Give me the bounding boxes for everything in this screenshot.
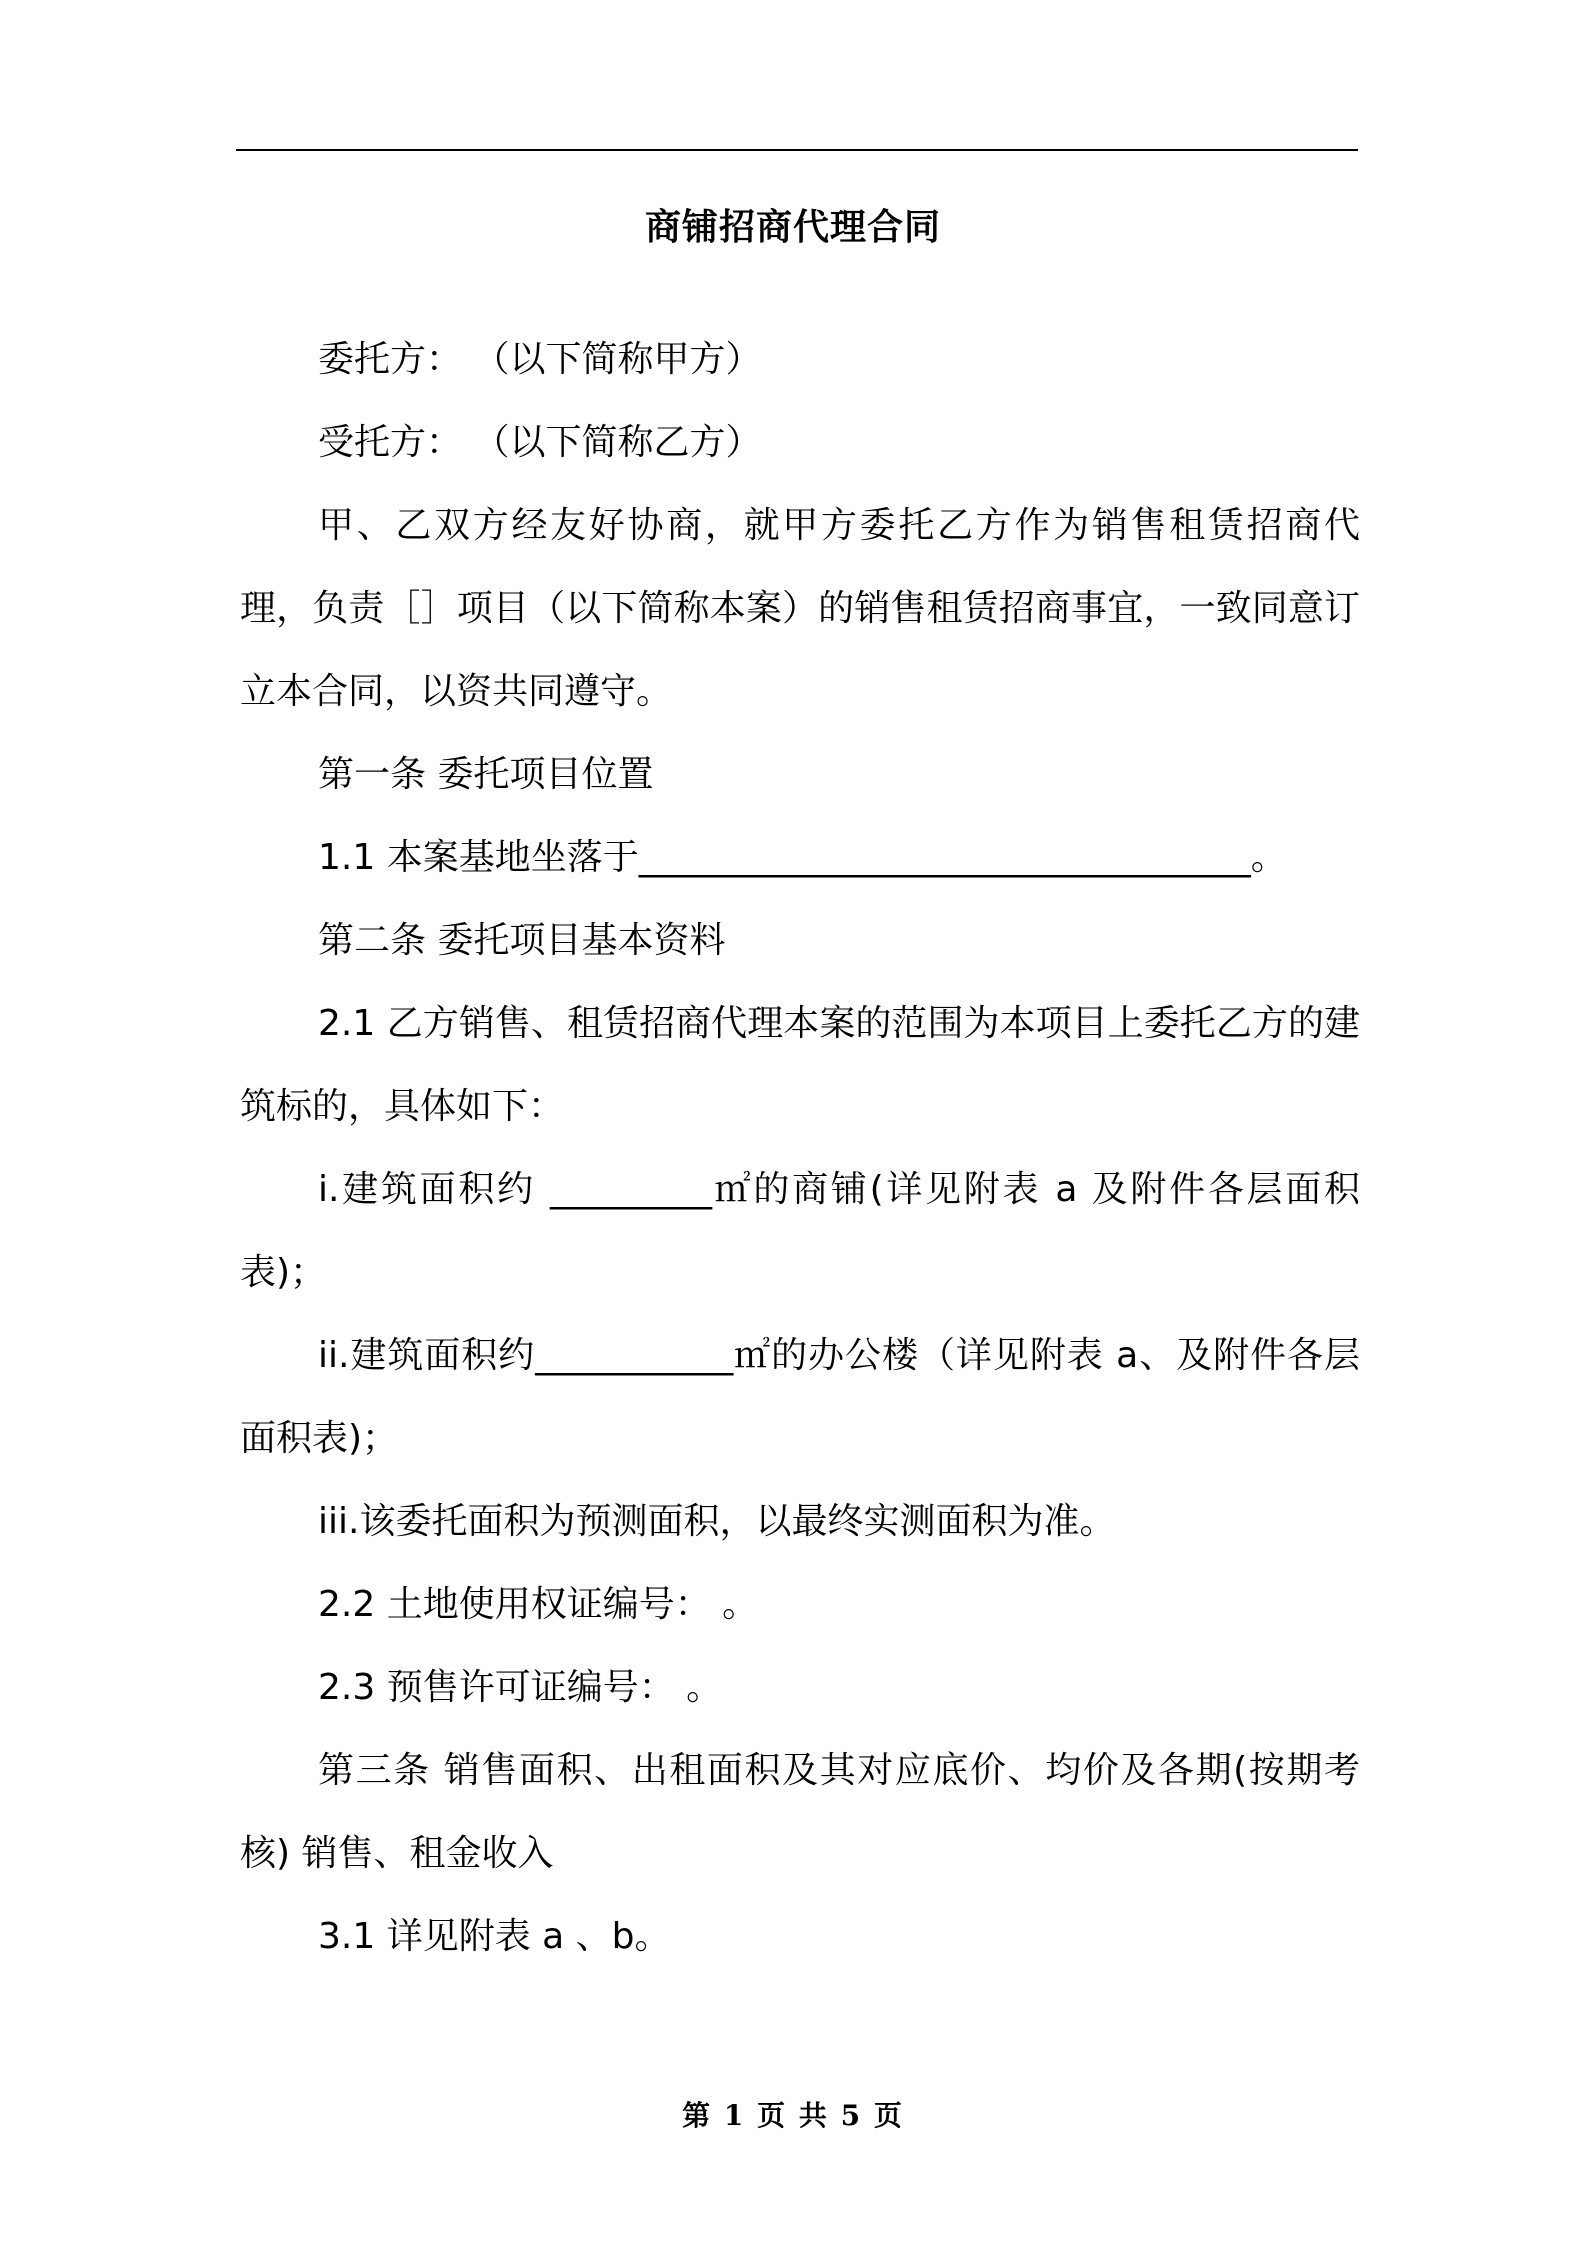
- paragraph-preamble: 甲、乙双方经友好协商，就甲方委托乙方作为销售租赁招商代理，负责［］项目（以下简称本案）的销售租赁招商事宜，一致同意订立本合同，以资共同遵守。: [240, 505, 1360, 712]
- article-1-heading: 第一条 委托项目位置: [318, 754, 654, 795]
- clause-2-1-ii: ii.建筑面积约___________㎡的办公楼（详见附表 a、及附件各层面积表)；: [240, 1335, 1360, 1459]
- clause-1-1: 1.1 本案基地坐落于__________________________________。: [318, 837, 1287, 878]
- page-number: 第 1 页 共 5 页: [682, 2099, 904, 2132]
- clause-2-1: 2.1 乙方销售、租赁招商代理本案的范围为本项目上委托乙方的建筑标的，具体如下：: [240, 1003, 1360, 1127]
- article-2-heading: 第二条 委托项目基本资料: [318, 920, 726, 961]
- clause-2-3: 2.3 预售许可证编号： 。: [318, 1667, 723, 1708]
- clause-3-1: 3.1 详见附表 a 、b。: [318, 1916, 671, 1957]
- article-3-heading: 第三条 销售面积、出租面积及其对应底价、均价及各期(按期考核) 销售、租金收入: [240, 1750, 1360, 1874]
- clause-2-1-iii: iii.该委托面积为预测面积，以最终实测面积为准。: [318, 1501, 1116, 1542]
- clause-2-1-i: i.建筑面积约 _________㎡的商铺(详见附表 a 及附件各层面积表)；: [240, 1169, 1360, 1293]
- document-title: 商铺招商代理合同: [644, 207, 941, 248]
- header-rule: [236, 149, 1358, 151]
- document-body: [240, 318, 1360, 1978]
- clause-2-2: 2.2 土地使用权证编号： 。: [318, 1584, 759, 1625]
- paragraph-agent: 受托方： （以下简称乙方）: [318, 422, 762, 463]
- paragraph-client: 委托方： （以下简称甲方）: [318, 339, 762, 380]
